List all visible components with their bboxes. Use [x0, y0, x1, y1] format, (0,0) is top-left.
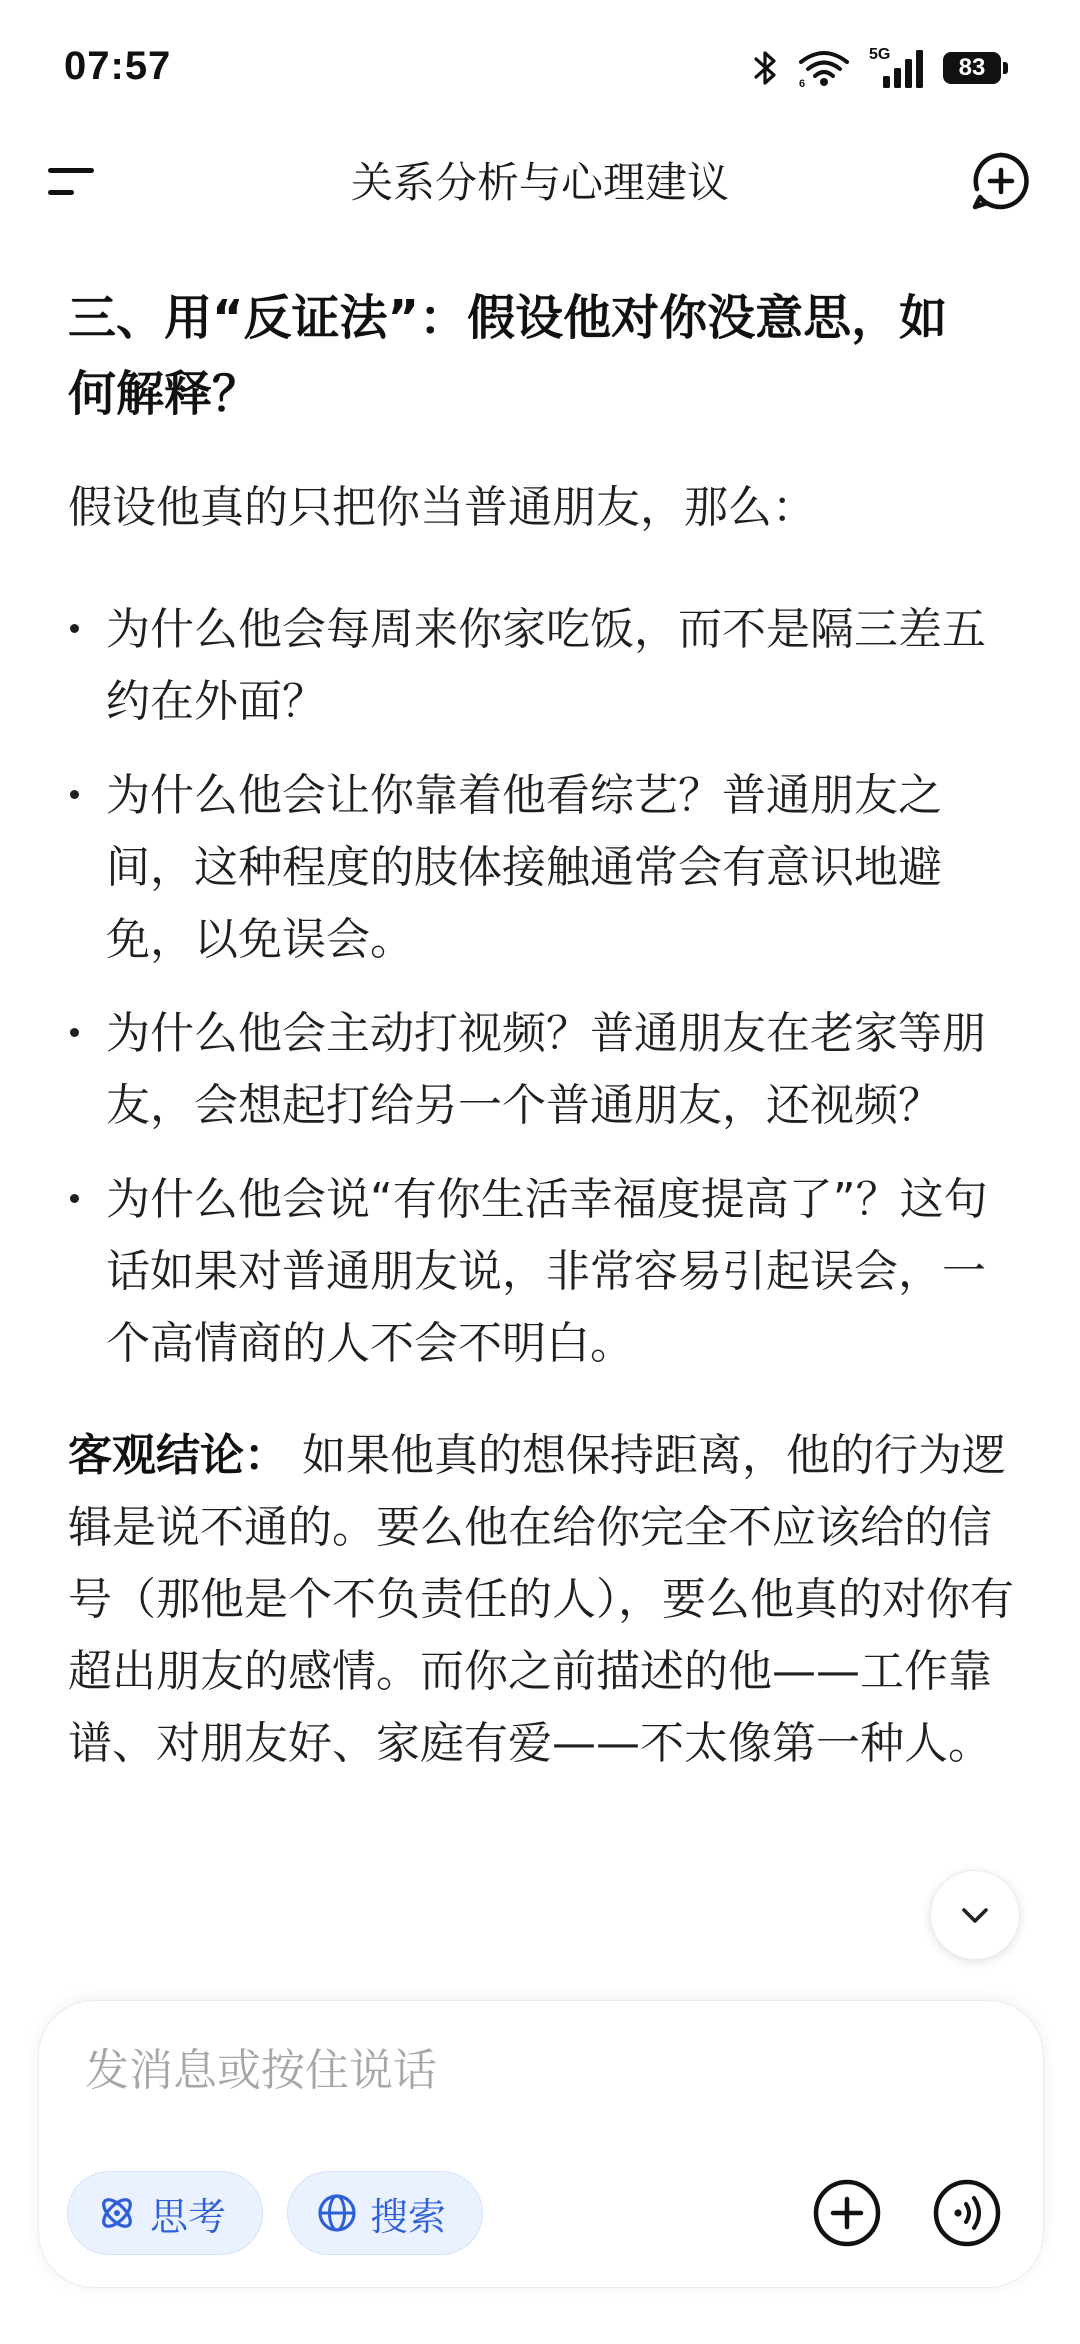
think-label: 思考 — [150, 2194, 227, 2239]
message-composer — [38, 2000, 1044, 2288]
section-heading — [68, 280, 1020, 432]
new-chat-icon — [970, 150, 1032, 212]
svg-text:6: 6 — [799, 78, 806, 88]
search-label: 搜索 — [370, 2194, 447, 2239]
signal-bars-icon — [869, 46, 925, 90]
section-heading-line2: 何解释？ — [68, 366, 261, 422]
wifi-icon — [797, 48, 851, 88]
list-item-text: 为什么他会让你靠着他看综艺？普通朋友之间，这种程度的肢体接触通常会有意识地避免，以免误会。 — [106, 770, 942, 965]
conversation-title[interactable]: 关系分析与心理建议 — [350, 158, 729, 207]
status-time: 07:57 — [64, 44, 172, 88]
bullet-dot — [70, 1028, 79, 1037]
list-item-text: 为什么他会主动打视频？普通朋友在老家等朋友，会想起打给另一个普通朋友，还视频？ — [106, 1008, 986, 1131]
bullet-list — [68, 594, 1020, 1380]
conclusion-paragraph — [68, 1420, 1020, 1780]
scroll-to-bottom-button[interactable] — [930, 1870, 1020, 1960]
new-chat-button[interactable] — [970, 150, 1032, 212]
status-icons — [753, 44, 1008, 92]
list-item — [68, 594, 1020, 738]
status-bar — [0, 0, 1080, 130]
network-type: 5G — [869, 46, 891, 63]
chevron-down-icon — [955, 1895, 995, 1935]
battery-level: 83 — [943, 52, 1001, 84]
assistant-message — [68, 280, 1020, 1780]
list-item — [68, 760, 1020, 976]
intro-paragraph: 假设他真的只把你当普通朋友，那么： — [68, 482, 816, 533]
bullet-dot — [70, 1194, 79, 1203]
header — [0, 130, 1080, 230]
section-heading-line1: 三、用“反证法”：假设他对你没意思，如 — [68, 290, 948, 346]
globe-icon — [316, 2192, 358, 2234]
voice-wave-icon — [931, 2177, 1003, 2249]
battery-tip — [1003, 62, 1008, 74]
battery-indicator — [943, 52, 1008, 84]
list-item — [68, 998, 1020, 1142]
conclusion-label: 客观结论： — [68, 1430, 288, 1481]
atom-icon — [96, 2192, 138, 2234]
plus-circle-icon — [811, 2177, 883, 2249]
bullet-dot — [70, 624, 79, 633]
add-attachment-button[interactable] — [811, 2177, 883, 2249]
list-item — [68, 1164, 1020, 1380]
voice-call-button[interactable] — [931, 2177, 1003, 2249]
think-toggle-button[interactable] — [67, 2171, 263, 2255]
conclusion-text: 如果他真的想保持距离，他的行为逻辑是说不通的。要么他在给你完全不应该给的信号（那他是个不负责任的人），要么他真的对你有超出朋友的感情。而你之前描述的他——工作靠谱、对朋友好、家庭有爱——不太像第一种人。 — [68, 1430, 1014, 1769]
bullet-dot — [70, 790, 79, 799]
search-toggle-button[interactable] — [287, 2171, 483, 2255]
cellular-signal — [869, 46, 925, 90]
bluetooth-icon — [753, 48, 779, 88]
list-item-text: 为什么他会说“有你生活幸福度提高了”？这句话如果对普通朋友说，非常容易引起误会，一个高情商的人不会不明白。 — [106, 1174, 988, 1369]
list-item-text: 为什么他会每周来你家吃饭，而不是隔三差五约在外面？ — [106, 604, 986, 727]
message-input[interactable] — [83, 2037, 987, 2103]
